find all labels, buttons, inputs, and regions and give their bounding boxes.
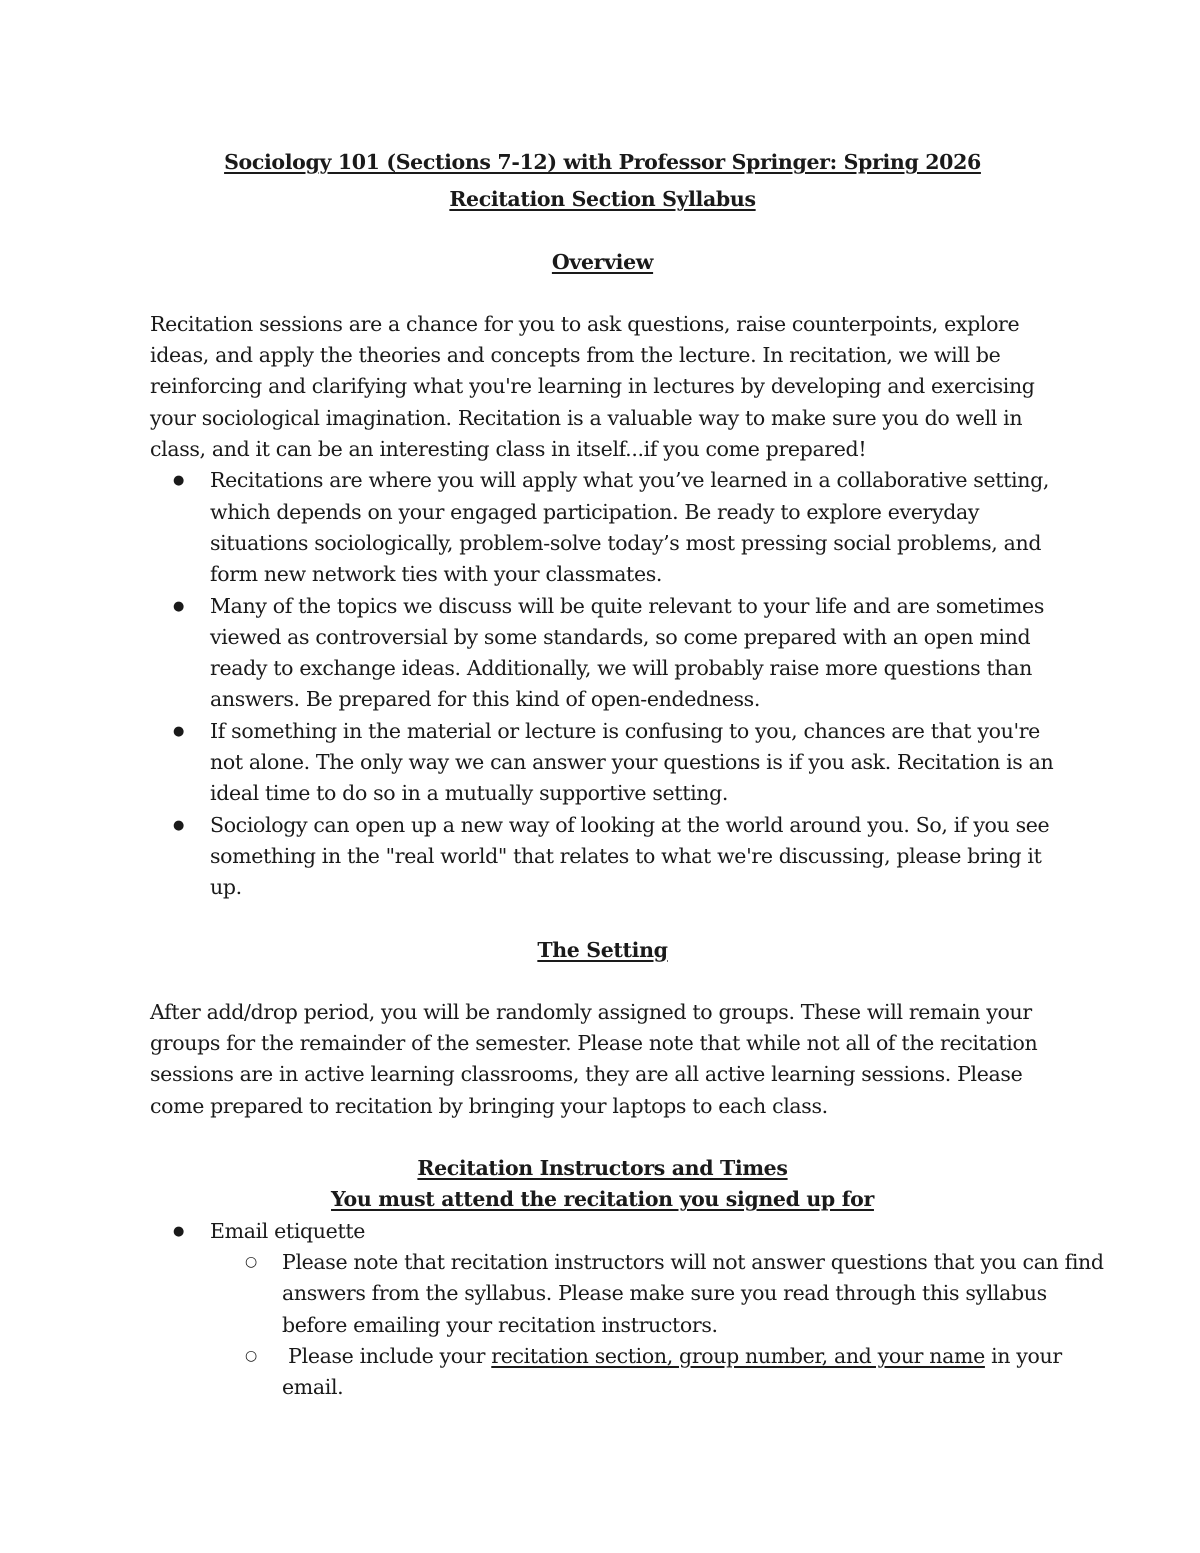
overview-bullet-list	[150, 465, 1055, 903]
overview-paragraph: Recitation sessions are a chance for you to ask questions, raise counterpoints, explore ideas, and apply the theories and concepts from the lecture. In recitation, we will be reinforcing and clarifying what you're learning in lectures by developing and exercising your sociological imagination. Recitation is a valuable way to make sure you do well in class, and it can be an interesting class in itself...if you come prepared!	[150, 311, 1035, 462]
list-item	[210, 810, 1055, 904]
bullet-text: If something in the material or lecture is confusing to you, chances are that you're not alone. The only way we can answer your questions is if you ask. Recitation is an ideal time to do so in a mutually supportive setting.	[210, 718, 1054, 806]
list-item	[210, 716, 1055, 810]
list-item	[245, 1247, 1115, 1341]
setting-paragraph: After add/drop period, you will be randomly assigned to groups. These will remain your groups for the remainder of the semester. Please note that while not all of the recitation sessions are in active learning classrooms, they are all active learning sessions. Please come prepared to recitation by bringing your laptops to each class.	[150, 999, 1038, 1118]
sub-bullet-text-start: Please include your	[282, 1343, 492, 1368]
hollow-circle-bullet-icon: ○	[245, 1253, 257, 1270]
setting-heading: The Setting	[537, 937, 668, 962]
document-subtitle: Recitation Section Syllabus	[449, 187, 756, 212]
overview-heading: Overview	[551, 249, 654, 274]
sub-bullet-text: Please note that recitation instructors will not answer questions that you can find answers from the syllabus. Please make sure you read through this syllabus before emailing your recitation instructors.	[282, 1249, 1104, 1337]
list-item	[210, 465, 1055, 590]
sub-bullet-text-end: in your email.	[282, 1343, 1062, 1400]
bullet-text: Many of the topics we discuss will be quite relevant to your life and are sometimes viewed as controversial by some standards, so come prepared with an open mind ready to exchange ideas. Additionally, we will probably raise more questions than answers. Be prepared for this kind of open-endedness.	[210, 593, 1045, 712]
email-etiquette-sublist	[210, 1247, 1115, 1403]
email-etiquette-label: Email etiquette	[210, 1218, 365, 1243]
instructors-subheading: You must attend the recitation you signed up for	[331, 1187, 874, 1212]
hollow-circle-bullet-icon: ○	[245, 1347, 257, 1364]
list-item	[210, 591, 1055, 716]
email-etiquette-list	[150, 1216, 1104, 1404]
document-title: Sociology 101 (Sections 7-12) with Professor Springer: Spring 2026	[224, 150, 981, 174]
bullet-text: Sociology can open up a new way of looking at the world around you. So, if you see something in the "real world" that relates to what we're discussing, please bring it up.	[210, 812, 1050, 900]
list-item	[210, 1216, 1104, 1404]
instructors-heading: Recitation Instructors and Times	[417, 1156, 788, 1181]
list-item	[245, 1341, 1115, 1404]
bullet-text: Recitations are where you will apply what you’ve learned in a collaborative setting, which depends on your engaged participation. Be ready to explore everyday situations sociologically, problem-solve today’s most pressing social problems, and form new network ties with your classmates.	[210, 468, 1050, 587]
underlined-requirements: recitation section, group number, and your name	[491, 1343, 985, 1368]
syllabus-page	[150, 145, 1104, 1403]
